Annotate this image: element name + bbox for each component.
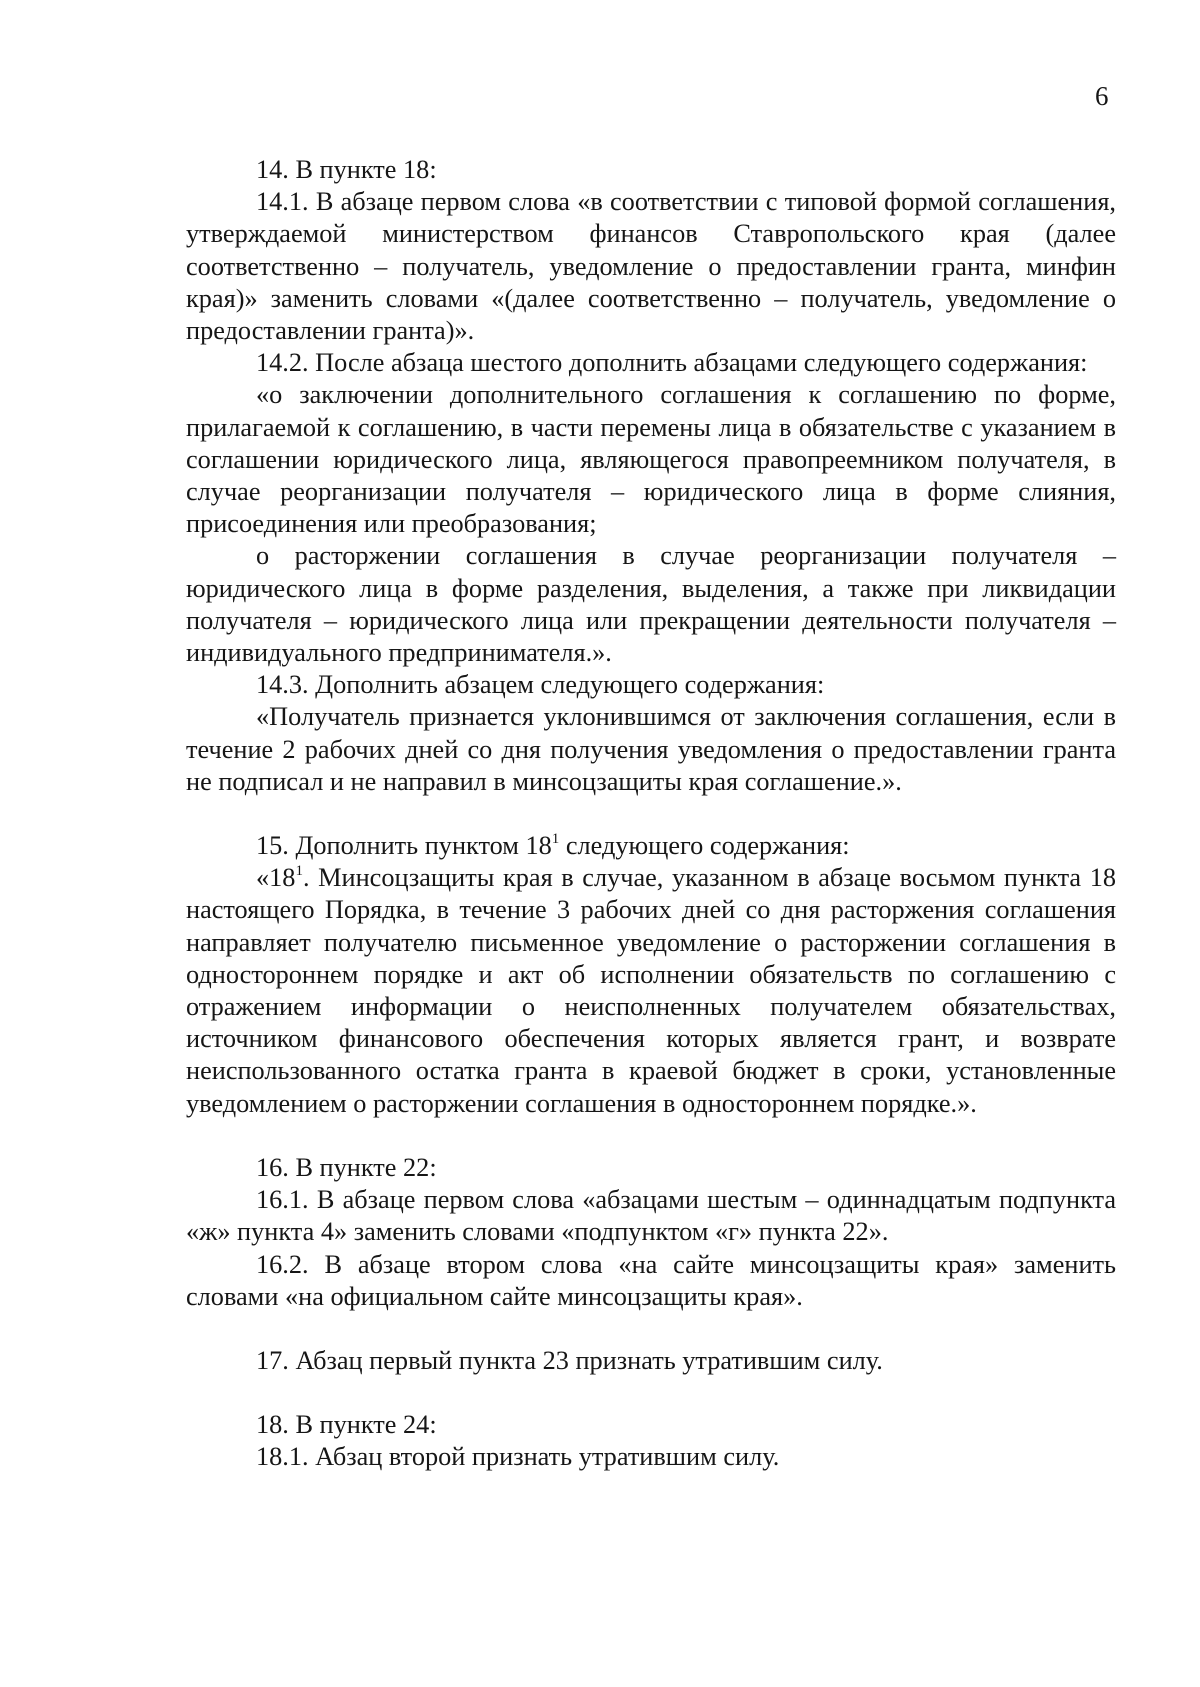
page-number: 6	[1095, 81, 1109, 111]
paragraph-14-2: 14.2. После абзаца шестого дополнить абзацами следующего содержания:	[256, 348, 1088, 378]
paragraph-17: 17. Абзац первый пункта 23 признать утратившим силу.	[256, 1345, 883, 1375]
paragraph-14-2-quote-2: о расторжении соглашения в случае реорганизации получателя – юридического лица в форме разделения, выделения, а также при ликвидации получателя – юридического лица или прекращении деятельности получателя – индивидуального предпринимателя.».	[186, 541, 1116, 668]
paragraph-14-3: 14.3. Дополнить абзацем следующего содержания:	[256, 670, 825, 700]
section-gap	[186, 1120, 1116, 1152]
section-gap	[186, 798, 1116, 830]
paragraph-16: 16. В пункте 22:	[256, 1152, 437, 1182]
paragraph-15-text-before: 15. Дополнить пунктом 18	[256, 831, 552, 861]
paragraph-15-superscript: 1	[551, 831, 560, 848]
section-gap	[186, 1313, 1116, 1345]
paragraph-14-2-quote-1: «о заключении дополнительного соглашения к соглашению по форме, прилагаемой к соглашению, в части перемены лица в обязательстве с указанием в соглашении юридического лица, являющегося правопреемником получателя, в случае реорганизации получателя – юридического лица в форме слияния, присоединения или преобразования;	[186, 380, 1116, 539]
paragraph-16-1: 16.1. В абзаце первом слова «абзацами шестым – одиннадцатым подпункта «ж» пункта 4» заменить словами «подпунктом «г» пункта 22».	[186, 1185, 1116, 1247]
paragraph-14: 14. В пункте 18:	[256, 155, 437, 184]
paragraph-14-3-quote: «Получатель признается уклонившимся от заключения соглашения, если в течение 2 рабочих дней со дня получения уведомления о предоставлении гранта не подписал и не направил в минсоцзащиты края соглашение.».	[186, 702, 1116, 796]
paragraph-16-2: 16.2. В абзаце втором слова «на сайте минсоцзащиты края» заменить словами «на официальном сайте минсоцзащиты края».	[186, 1249, 1116, 1311]
paragraph-18-1: 18.1. Абзац второй признать утратившим силу.	[256, 1442, 780, 1472]
paragraph-14-1: 14.1. В абзаце первом слова «в соответствии с типовой формой соглашения, утверждаемой министерством финансов Ставропольского края (далее соответственно – получатель, уведомление о предоставлении гранта, минфин края)» заменить словами «(далее соответственно – получатель, уведомление о предоставлении гранта)».	[186, 187, 1116, 346]
document-body	[186, 154, 1116, 1474]
paragraph-15-quote-text-before: «18	[256, 863, 296, 893]
paragraph-15-text-after: следующего содержания:	[559, 831, 850, 861]
paragraph-15-quote-text-after: . Минсоцзащиты края в случае, указанном в абзаце восьмом пункта 18 настоящего Порядка, в течение 3 рабочих дней со дня расторжения соглашения направляет получателю письменное уведомление о расторжении соглашения в одностороннем порядке и акт об исполнении обязательств по соглашению с отражением информации о неисполненных получателем обязательствах, источником финансового обеспечения которых является грант, и возврате неиспользованного остатка гранта в краевой бюджет в сроки, установленные уведомлением о расторжении соглашения в одностороннем порядке.».	[186, 863, 1116, 1118]
paragraph-18: 18. В пункте 24:	[256, 1410, 437, 1440]
paragraph-15	[186, 830, 1116, 862]
paragraph-15-quote	[186, 862, 1116, 1120]
paragraph-15-quote-superscript: 1	[295, 863, 303, 880]
section-gap	[186, 1377, 1116, 1409]
